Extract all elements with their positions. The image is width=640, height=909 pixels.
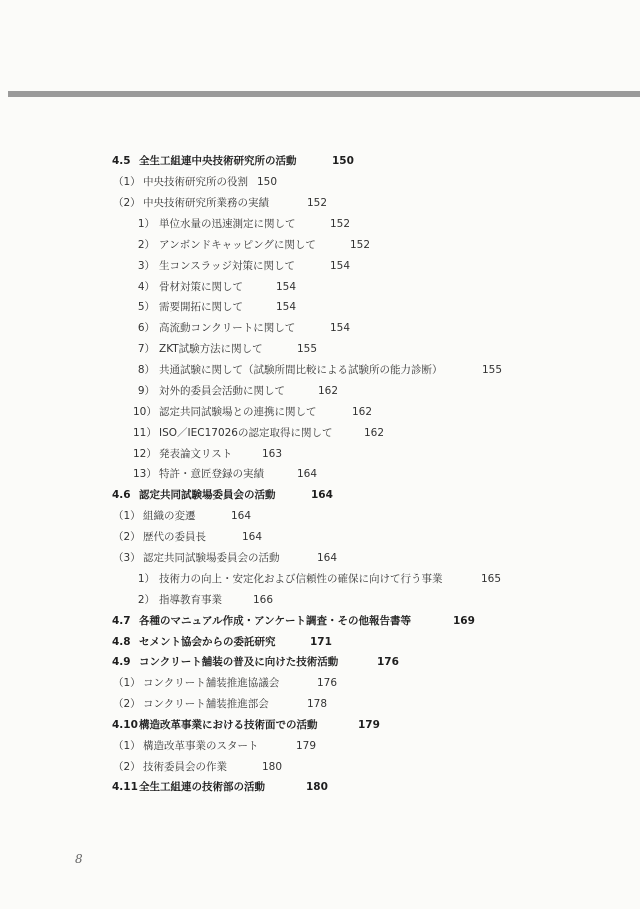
toc-entry-number: 4.5	[112, 155, 131, 167]
toc-entry-page: 155	[297, 343, 318, 355]
toc-entry-page: 169	[453, 615, 475, 627]
toc-entry-page: 154	[276, 301, 297, 313]
toc-entry-title: 特許・意匠登録の実績	[159, 468, 264, 480]
toc-entry-title: 構造改革事業のスタート	[143, 740, 259, 752]
toc-entry-page: 179	[358, 719, 380, 731]
toc-entry-title: 歴代の委員長	[143, 531, 206, 543]
toc-entry-number: 6）	[137, 322, 155, 334]
toc-entry-title: 全生工組連中央技術研究所の活動	[139, 155, 297, 167]
toc-entry-number: 13）	[133, 468, 157, 480]
toc-entry[interactable]	[133, 403, 600, 421]
toc-entry[interactable]	[133, 382, 600, 400]
toc-entry-number: 4）	[137, 281, 155, 293]
toc-entry[interactable]	[133, 236, 600, 254]
toc-entry-number: （2）	[113, 761, 141, 773]
toc-entry-number: 10）	[133, 406, 157, 418]
toc-entry-number: 7）	[137, 343, 155, 355]
toc-entry-title: 指導教育事業	[159, 594, 222, 606]
toc-entry-number: 4.11	[112, 781, 138, 793]
toc-entry[interactable]	[113, 737, 600, 755]
toc-entry-title: 中央技術研究所業務の実績	[143, 197, 269, 209]
toc-entry-page: 155	[482, 364, 503, 376]
toc-entry-page: 164	[242, 531, 263, 543]
toc-entry-page: 164	[311, 489, 333, 501]
toc-entry-number: 1）	[137, 573, 155, 585]
toc-entry[interactable]	[113, 695, 600, 713]
toc-entry-title: 骨材対策に関して	[159, 281, 243, 293]
toc-entry-number: 4.7	[112, 615, 131, 627]
toc-entry-page: 171	[310, 636, 332, 648]
toc-entry-title: 中央技術研究所の役割	[143, 176, 248, 188]
toc-entry-page: 179	[296, 740, 317, 752]
toc-entry-page: 164	[231, 510, 252, 522]
toc-entry[interactable]	[113, 173, 600, 191]
toc-entry-title: コンクリート舗装推進部会	[143, 698, 269, 710]
toc-entry[interactable]	[112, 778, 600, 796]
toc-entry-number: 4.10	[112, 719, 138, 731]
toc-entry[interactable]	[113, 549, 600, 567]
toc-entry-title: 認定共同試験場委員会の活動	[143, 552, 280, 564]
toc-entry-page: 166	[253, 594, 274, 606]
toc-entry[interactable]	[133, 215, 600, 233]
toc-entry-number: 8）	[137, 364, 155, 376]
toc-entry-title: 単位水量の迅速測定に関して	[159, 218, 296, 230]
toc-entry[interactable]	[113, 758, 600, 776]
toc-entry[interactable]	[113, 674, 600, 692]
toc-entry-title: 技術委員会の作業	[143, 761, 227, 773]
toc-entry-title: 技術力の向上・安定化および信頼性の確保に向けて行う事業	[159, 573, 443, 585]
toc-entry-number: 2）	[137, 594, 155, 606]
toc-entry-number: （1）	[113, 176, 141, 188]
toc-entry-number: （2）	[113, 698, 141, 710]
toc-entry-title: ISO／IEC17026の認定取得に関して	[159, 427, 333, 439]
toc-entry[interactable]	[133, 424, 600, 442]
toc-entry[interactable]	[112, 612, 600, 630]
toc-entry-page: 176	[377, 656, 399, 668]
toc-entry-title: 高流動コンクリートに関して	[159, 322, 296, 334]
toc-entry-page: 150	[332, 155, 354, 167]
toc-entry-title: 認定共同試験場との連携に関して	[159, 406, 317, 418]
toc-entry[interactable]	[133, 257, 600, 275]
toc-entry[interactable]	[113, 507, 600, 525]
toc-entry-title: 全生工組連の技術部の活動	[139, 781, 265, 793]
toc-entry[interactable]	[133, 591, 600, 609]
toc-entry-page: 154	[276, 281, 297, 293]
toc-entry-title: コンクリート舗装の普及に向けた技術活動	[139, 656, 339, 668]
toc-entry[interactable]	[112, 716, 600, 734]
toc-entry[interactable]	[112, 152, 600, 170]
toc-entry-number: （2）	[113, 531, 141, 543]
toc-entry-title: 対外的委員会活動に関して	[159, 385, 285, 397]
toc-entry-number: 2）	[137, 239, 155, 251]
toc-entry-title: コンクリート舗装推進協議会	[143, 677, 280, 689]
toc-entry-page: 180	[262, 761, 283, 773]
toc-entry-title: 需要開拓に関して	[159, 301, 243, 313]
toc-entry-number: （1）	[113, 740, 141, 752]
toc-entry[interactable]	[112, 653, 600, 671]
toc-entry-page: 152	[307, 197, 328, 209]
toc-entry-page: 163	[262, 448, 283, 460]
toc-entry-title: アンボンドキャッピングに関して	[159, 239, 316, 251]
toc-entry-page: 165	[481, 573, 502, 585]
toc-entry-title: 各種のマニュアル作成・アンケート調査・その他報告書等	[139, 615, 411, 627]
toc-entry-page: 154	[330, 260, 351, 272]
toc-entry-page: 154	[330, 322, 351, 334]
toc-entry[interactable]	[113, 528, 600, 546]
toc-entry-title: 共通試験に関して（試験所間比較による試験所の能力診断）	[159, 364, 443, 376]
toc-entry-title: 認定共同試験場委員会の活動	[139, 489, 276, 501]
page-number: 8	[75, 852, 83, 866]
toc-entry-title: セメント協会からの委託研究	[139, 636, 276, 648]
toc-entry-number: （2）	[113, 197, 141, 209]
toc-entry-title: 構造改革事業における技術面での活動	[139, 719, 318, 731]
toc-entry[interactable]	[133, 445, 600, 463]
toc-entry-page: 152	[350, 239, 371, 251]
toc-entry-number: 9）	[137, 385, 155, 397]
toc-entry[interactable]	[133, 361, 600, 379]
toc-entry-page: 152	[330, 218, 351, 230]
toc-entry-number: （3）	[113, 552, 141, 564]
toc-entry-number: 4.8	[112, 636, 131, 648]
toc-entry[interactable]	[112, 486, 600, 504]
toc-entry[interactable]	[133, 298, 600, 316]
toc-entry-page: 180	[306, 781, 328, 793]
toc-entry-number: （1）	[113, 510, 141, 522]
toc-entry[interactable]	[113, 194, 600, 212]
toc-entry-page: 164	[317, 552, 338, 564]
toc-entry[interactable]	[133, 319, 600, 337]
toc-entry-page: 176	[317, 677, 338, 689]
toc-entry-number: 12）	[133, 448, 157, 460]
toc-entry-title: 発表論文リスト	[159, 448, 233, 460]
toc-entry-number: 4.6	[112, 489, 131, 501]
toc-entry[interactable]	[133, 340, 600, 358]
toc-entry-page: 162	[318, 385, 339, 397]
toc-entry-title: 生コンスラッジ対策に関して	[159, 260, 295, 272]
toc-entry-number: 1）	[137, 218, 155, 230]
toc-entry-number: 3）	[137, 260, 155, 272]
toc-entry[interactable]	[112, 633, 600, 651]
toc-entry-page: 178	[307, 698, 328, 710]
toc-entry-page: 162	[364, 427, 385, 439]
toc-entry-number: 11）	[133, 427, 157, 439]
toc-entry-number: 5）	[137, 301, 155, 313]
toc-entry-number: （1）	[113, 677, 141, 689]
toc-entry[interactable]	[133, 278, 600, 296]
toc-entry-page: 162	[352, 406, 373, 418]
toc-entry-page: 164	[297, 468, 318, 480]
toc-entry-title: 組織の変遷	[143, 510, 196, 522]
toc-entry-page: 150	[257, 176, 278, 188]
toc-entry[interactable]	[133, 465, 600, 483]
toc-entry[interactable]	[133, 570, 600, 588]
toc-entry-title: ZKT試験方法に関して	[159, 343, 263, 355]
toc-entry-number: 4.9	[112, 656, 131, 668]
